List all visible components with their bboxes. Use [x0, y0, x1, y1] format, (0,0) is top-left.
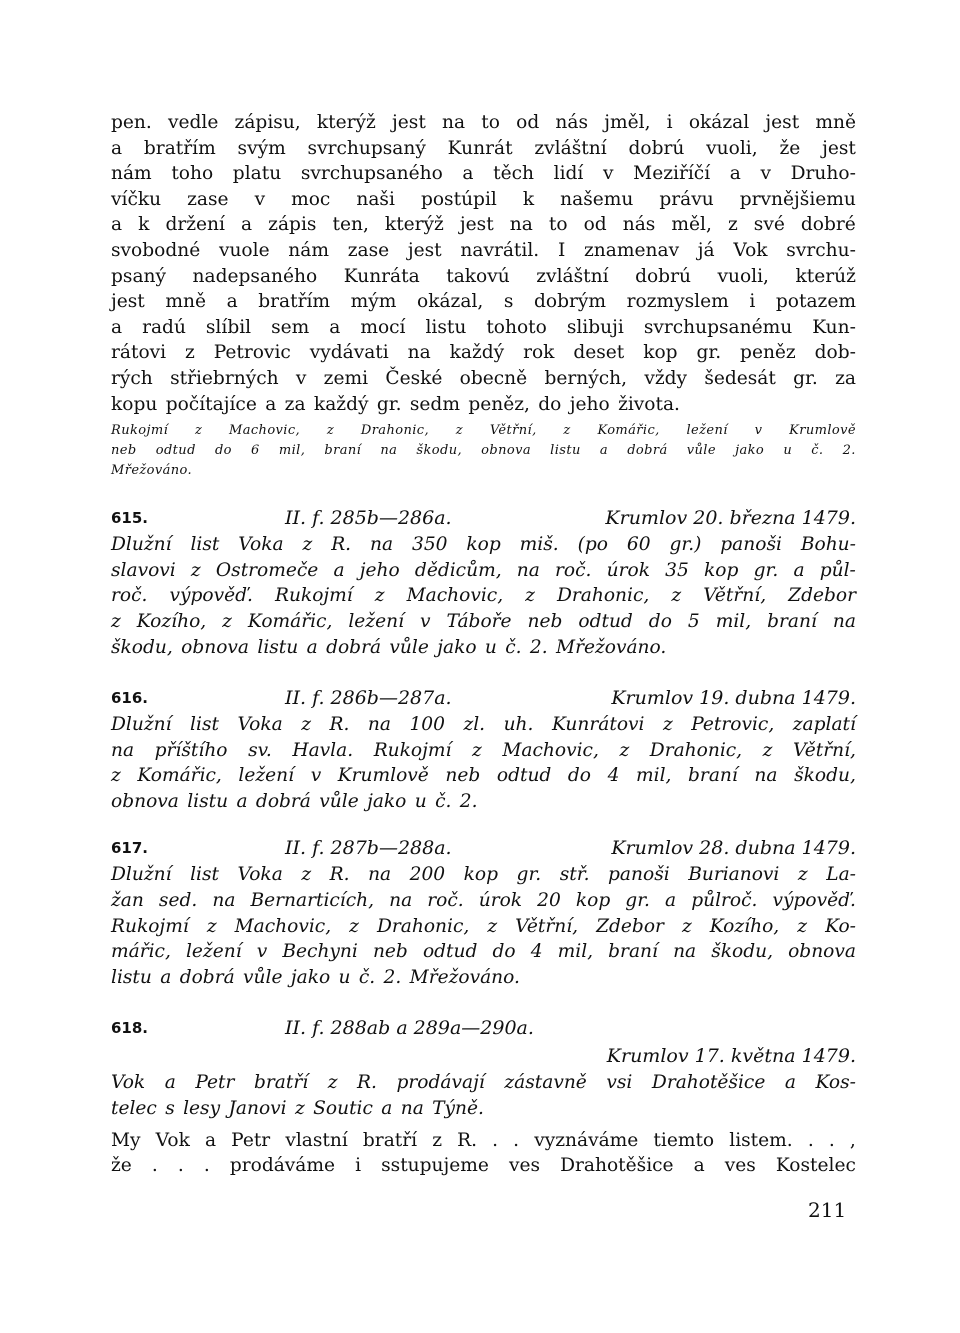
- entry-date: Krumlov 20. března 1479.: [605, 507, 856, 530]
- text-line: nám toho platu svrchupsaného a těch lidí v Meziříčí a v Druho-: [111, 163, 856, 185]
- entry-ref: II. f. 286b—287a.: [285, 687, 452, 710]
- summary-line: na příštího sv. Havla. Rukojmí z Machovic, z Drahonic, z Větřní,: [111, 739, 856, 761]
- note-line: Mřežováno.: [111, 463, 193, 479]
- text-line: My Vok a Petr vlastní bratří z R. . . vyznáváme tiemto listem. . . ,: [111, 1129, 856, 1151]
- summary-line: telec s lesy Janovi z Soutic a na Týně.: [111, 1098, 484, 1120]
- text-line: rých střiebrných v zemi České obecně berných, vždy šedesát gr. za: [111, 367, 856, 389]
- note-line: neb odtud do 6 mil, braní na škodu, obnova listu a dobrá vůle jako u č. 2.: [111, 443, 856, 459]
- summary-line: z Komářic, ležení v Krumlově neb odtud do 4 mil, braní na škodu,: [111, 765, 856, 787]
- entry-summary: [111, 862, 856, 990]
- text-line: a radú slíbil sem a mocí listu tohoto slibuji svrchupsanému Kun-: [111, 316, 856, 338]
- summary-line: žan sed. na Bernarticích, na roč. úrok 20 kop gr. a půlroč. výpověď.: [111, 890, 856, 912]
- summary-line: listu a dobrá vůle jako u č. 2. Mřežováno.: [111, 966, 520, 988]
- summary-line: Rukojmí z Machovic, z Drahonic, z Větřní, Zdebor z Kozího, z Ko-: [111, 915, 856, 937]
- entry-ref: II. f. 285b—286a.: [285, 507, 452, 530]
- entry-summary: [111, 1070, 856, 1121]
- entry-number: 615.: [111, 509, 149, 528]
- entry-heading: [111, 834, 856, 862]
- summary-line: Dlužní list Voka z R. na 100 zl. uh. Kunrátovi z Petrovic, zaplatí: [111, 714, 856, 736]
- text-line: a k držení a zápis ten, kterýž jest na to od nás měl, z své dobré: [111, 214, 856, 236]
- text-line: rátovi z Petrovic vydávati na každý rok deset kop gr. peněz dob-: [111, 342, 856, 364]
- text-line: psaný nadepsaného Kunráta takovú zvláštní dobrú vuoli, kterúž: [111, 265, 856, 287]
- note-line: Rukojmí z Machovic, z Drahonic, z Větřní, z Komářic, ležení v Krumlově: [111, 423, 856, 439]
- entry-number: 617.: [111, 839, 149, 858]
- summary-line: Dlužní list Voka z R. na 350 kop miš. (po 60 gr.) panoši Bohu-: [111, 534, 856, 556]
- entry-text: [111, 1128, 856, 1179]
- text-line: kopu počítajíce a za každý gr. sedm peněz, do jeho života.: [111, 393, 680, 415]
- text-line: víčku zase v moc naši postúpil k našemu právu prvnějšiemu: [111, 188, 856, 210]
- summary-line: z Kozího, z Komářic, ležení v Táboře neb odtud do 5 mil, braní na: [111, 610, 856, 632]
- summary-line: Vok a Petr bratří z R. prodávají zástavně vsi Drahotěšice a Kos-: [111, 1072, 856, 1094]
- entry-number: 616.: [111, 689, 149, 708]
- text-line: svobodné vuole nám zase jest navrátil. I znamenav já Vok svrchu-: [111, 239, 856, 261]
- entry-date: Krumlov 28. dubna 1479.: [611, 837, 856, 860]
- summary-line: škodu, obnova listu a dobrá vůle jako u č. 2. Mřežováno.: [111, 636, 667, 658]
- summary-line: slavovi z Ostromeče a jeho dědicům, na roč. úrok 35 kop gr. a půl-: [111, 559, 856, 581]
- entry-heading: [111, 684, 856, 712]
- entry-heading: [111, 1014, 856, 1042]
- entry-ref: II. f. 287b—288a.: [285, 837, 452, 860]
- entry-heading: [111, 504, 856, 532]
- text-line: pen. vedle zápisu, kterýž jest na to od nás jměl, i okázal jest mně: [111, 112, 856, 133]
- page-body: [111, 110, 856, 1179]
- entry-date: Krumlov 19. dubna 1479.: [611, 687, 856, 710]
- entry-summary: [111, 532, 856, 660]
- text-line: že . . . prodáváme i sstupujeme ves Drahotěšice a ves Kostelec: [111, 1155, 856, 1177]
- intro-text: [111, 110, 856, 417]
- page-number: 211: [808, 1198, 847, 1222]
- entry-number: 618.: [111, 1019, 149, 1038]
- summary-line: obnova listu a dobrá vůle jako u č. 2.: [111, 790, 478, 812]
- text-line: jest mně a bratřím mým okázal, s dobrým rozmyslem i potazem: [111, 291, 856, 313]
- entry-ref: II. f. 288ab a 289a—290a.: [285, 1017, 534, 1040]
- intro-note: [111, 421, 856, 481]
- entry-summary: [111, 712, 856, 814]
- summary-line: roč. výpověď. Rukojmí z Machovic, z Drahonic, z Větřní, Zdebor: [111, 585, 856, 607]
- text-line: a bratřím svým svrchupsaný Kunrát zvláštní dobrú vuoli, že jest: [111, 137, 856, 159]
- entry-date: Krumlov 17. května 1479.: [606, 1045, 856, 1068]
- summary-line: Dlužní list Voka z R. na 200 kop gr. stř. panoši Burianovi z La-: [111, 864, 856, 886]
- summary-line: mářic, ležení v Bechyni neb odtud do 4 mil, braní na škodu, obnova: [111, 941, 856, 963]
